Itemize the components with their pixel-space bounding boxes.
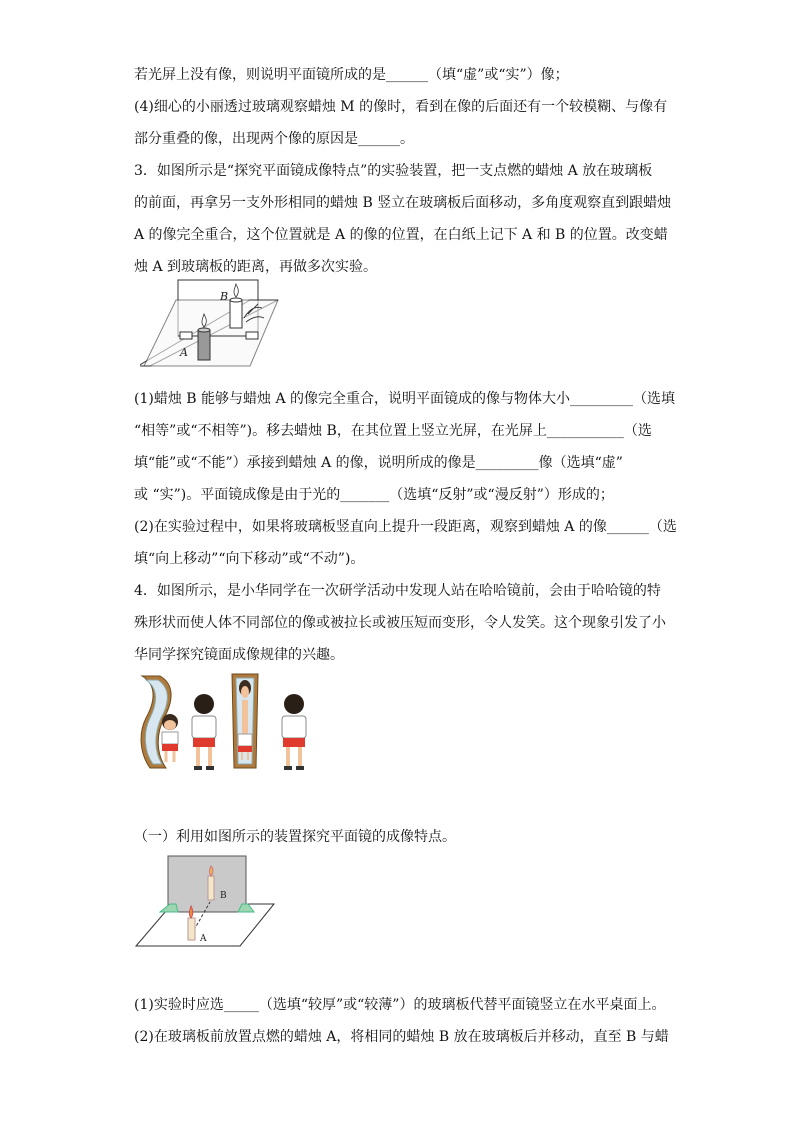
text-line: A 的像完全重合，这个位置就是 A 的像的位置，在白纸上记下 A 和 B 的位置。改变蜡 xyxy=(134,227,668,243)
text-line: (2)在玻璃板前放置点燃的蜡烛 A，将相同的蜡烛 B 放在玻璃板后并移动，直至 B 与蜡 xyxy=(134,1029,669,1045)
label-b: B xyxy=(220,891,227,901)
text-line: (1)蜡烛 B 能够与蜡烛 A 的像完全重合，说明平面镜成的像与物体大小_________（选填 xyxy=(134,391,676,407)
text-line: 的前面，再拿另一支外形相同的蜡烛 B 竖立在玻璃板后面移动，多角度观察直到跟蜡烛 xyxy=(134,195,672,211)
glass-plate-candles-figure xyxy=(134,848,276,950)
text-line: 若光屏上没有像，则说明平面镜所成的是______（填“虚”或“实”）像； xyxy=(134,67,569,83)
label-b: B xyxy=(220,290,229,303)
plane-mirror-apparatus-figure xyxy=(140,278,280,374)
text-line: 填“向上移动”“向下移动”或“不动”)。 xyxy=(134,551,365,567)
question-4-stem: 4．如图所示，是小华同学在一次研学活动中发现人站在哈哈镜前，会由于哈哈镜的特 xyxy=(134,583,661,599)
text-line: 填“能”或“不能”）承接到蜡烛 A 的像，说明所成的像是_________像（选填“虚” xyxy=(134,455,623,471)
label-a: A xyxy=(200,934,207,944)
text-line: 烛 A 到玻璃板的距离，再做多次实验。 xyxy=(134,259,378,275)
text-line: 华同学探究镜面成像规律的兴趣。 xyxy=(134,647,344,663)
text-line: 殊形状而使人体不同部位的像或被拉长或被压短而变形，令人发笑。这个现象引发了小 xyxy=(134,615,666,631)
text-line: “相等”或“不相等”)。移去蜡烛 B，在其位置上竖立光屏，在光屏上___________（选 xyxy=(134,423,652,439)
label-a: A xyxy=(180,346,188,359)
funhouse-mirror-illustration xyxy=(134,670,316,776)
text-line: 部分重叠的像，出现两个像的原因是______。 xyxy=(134,131,414,147)
sub-question-1-heading: （一）利用如图所示的装置探究平面镜的成像特点。 xyxy=(134,829,456,845)
text-line: (2)在实验过程中，如果将玻璃板竖直向上提升一段距离，观察到蜡烛 A 的像______（选 xyxy=(134,519,677,535)
text-line: (1)实验时应选_____（选填“较厚”或“较薄”）的玻璃板代替平面镜竖立在水平桌面上。 xyxy=(134,997,666,1013)
text-line: 或 “实”)。平面镜成像是由于光的_______（选填“反射”或“漫反射”）形成的； xyxy=(134,487,614,503)
question-3-stem: 3．如图所示是“探究平面镜成像特点”的实验装置，把一支点燃的蜡烛 A 放在玻璃板 xyxy=(134,163,653,179)
text-line: (4)细心的小丽透过玻璃观察蜡烛 M 的像时，看到在像的后面还有一个较模糊、与像有 xyxy=(134,99,668,115)
